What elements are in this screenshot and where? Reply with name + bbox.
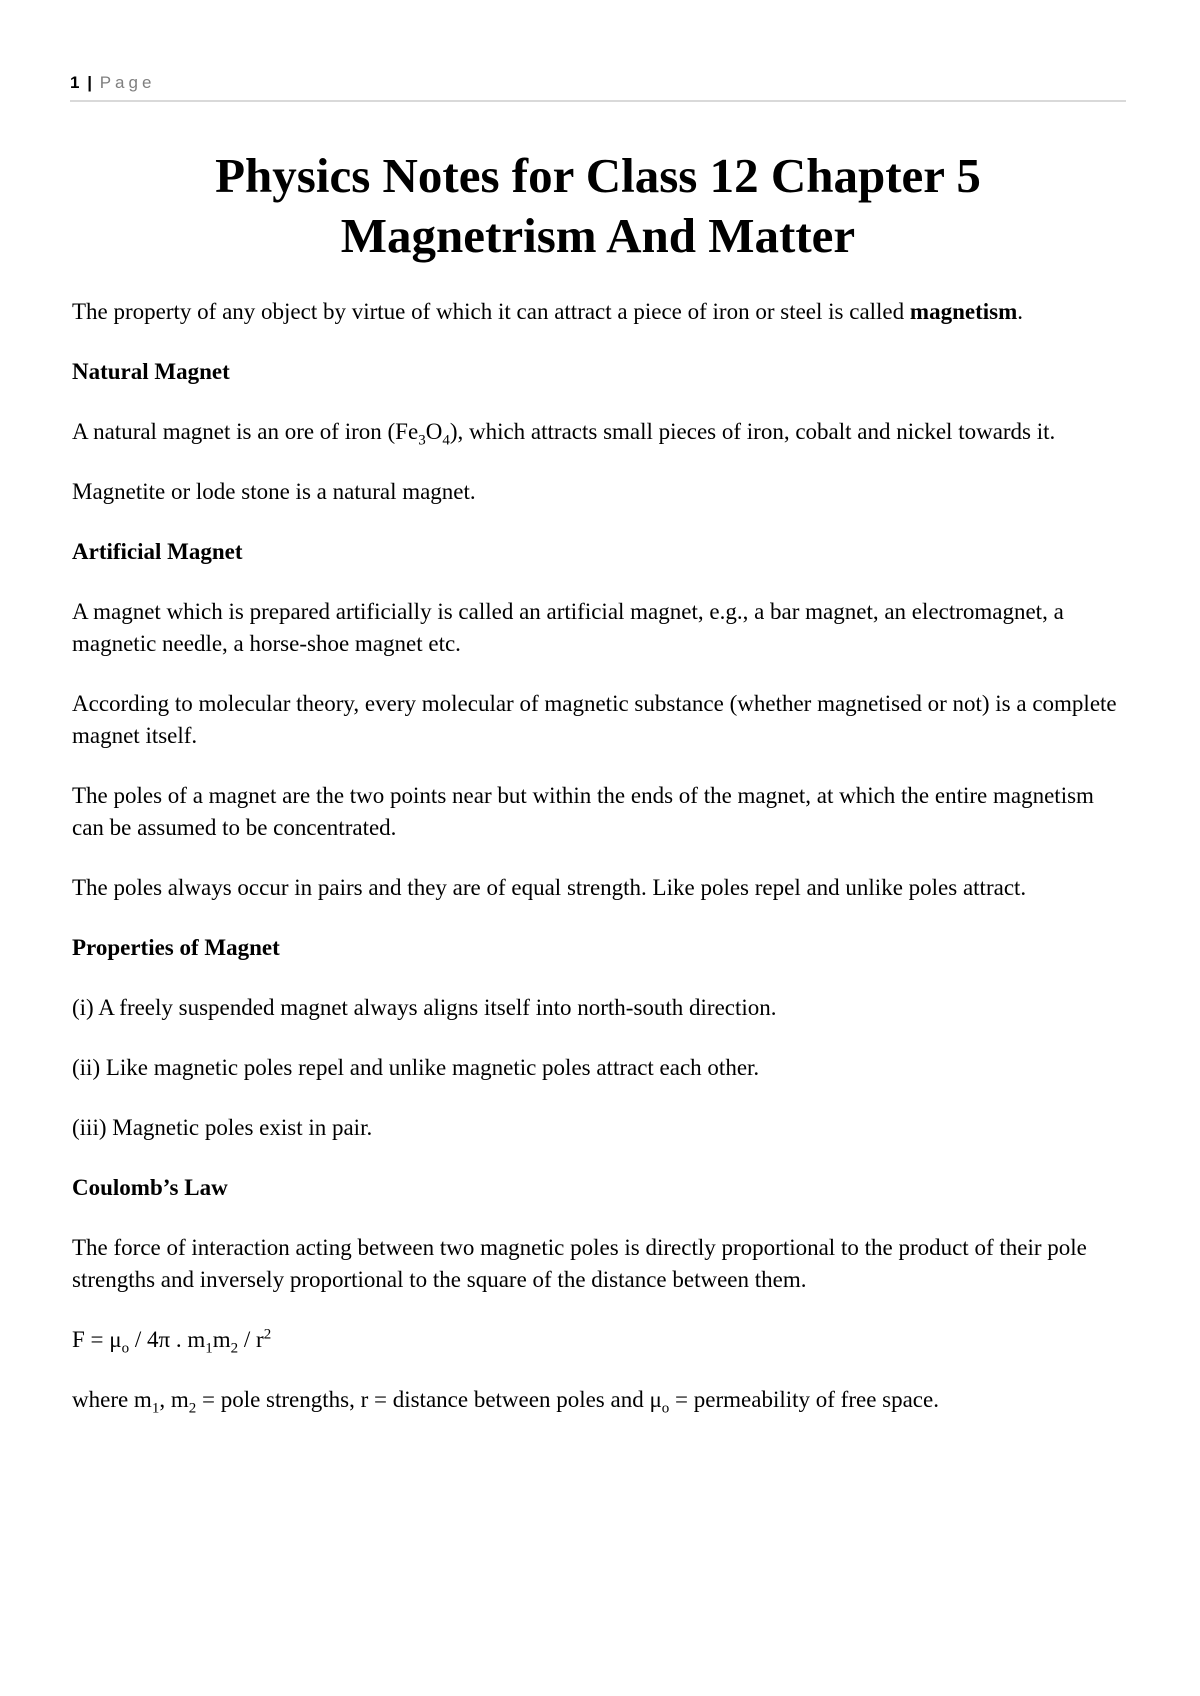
nm-text-end: ), which attracts small pieces of iron, cobalt and nickel towards it. <box>449 419 1056 444</box>
formula-sub-1: 1 <box>205 1340 213 1357</box>
formula-m2: m <box>212 1327 231 1352</box>
nm-text-o: O <box>425 419 443 444</box>
nm-text-start: A natural magnet is an ore of iron (Fe <box>72 419 419 444</box>
where-sub-1: 1 <box>151 1400 160 1417</box>
heading-natural-magnet: Natural Magnet <box>72 359 230 384</box>
coulomb-where-line <box>72 1384 1130 1416</box>
formula-slash-r: / r <box>238 1327 264 1352</box>
formula-f: F = μ <box>72 1327 122 1352</box>
nm-subscript-3: 3 <box>418 432 426 449</box>
title-line-1: Physics Notes for Class 12 Chapter 5 <box>215 148 981 203</box>
natural-magnet-paragraph-2: Magnetite or lode stone is a natural magnet. <box>72 479 476 504</box>
formula-sub-2: 2 <box>230 1340 239 1357</box>
where-1: where m <box>72 1387 152 1412</box>
intro-end: . <box>1017 299 1023 324</box>
artificial-magnet-paragraph-3: The poles of a magnet are the two points near but within the ends of the magnet, at which the entire magnetism can be assumed to be concentrated. <box>72 783 1094 840</box>
heading-properties: Properties of Magnet <box>72 935 280 960</box>
formula-sup-2: 2 <box>263 1326 272 1343</box>
coulomb-formula <box>72 1324 1130 1356</box>
document-body <box>72 296 1130 1444</box>
intro-bold-term: magnetism <box>909 299 1018 324</box>
page-header <box>70 72 1126 102</box>
artificial-magnet-paragraph-1: A magnet which is prepared artificially is called an artificial magnet, e.g., a bar magnet, an electromagnet, a magnetic needle, a horse-shoe magnet etc. <box>72 599 1064 656</box>
where-4: = permeability of free space. <box>669 1387 939 1412</box>
intro-text: The property of any object by virtue of which it can attract a piece of iron or steel is called <box>72 299 910 324</box>
where-sub-2: 2 <box>188 1400 197 1417</box>
heading-artificial-magnet: Artificial Magnet <box>72 539 243 564</box>
property-item: (i) A freely suspended magnet always aligns itself into north-south direction. <box>72 995 777 1020</box>
title-line-2: Magnetrism And Matter <box>340 208 856 263</box>
where-sub-o: o <box>661 1400 670 1417</box>
property-item: (iii) Magnetic poles exist in pair. <box>72 1115 373 1140</box>
artificial-magnet-paragraph-4: The poles always occur in pairs and they are of equal strength. Like poles repel and unlike poles attract. <box>72 875 1027 900</box>
nm-subscript-4: 4 <box>442 432 450 449</box>
natural-magnet-paragraph-1 <box>72 416 1130 448</box>
intro-paragraph <box>72 296 1130 328</box>
heading-coulombs-law: Coulomb’s Law <box>72 1175 228 1200</box>
where-2: , m <box>159 1387 189 1412</box>
artificial-magnet-paragraph-2: According to molecular theory, every molecular of magnetic substance (whether magnetised or not) is a complete magnet itself. <box>72 691 1117 748</box>
page-number: 1 <box>70 73 80 92</box>
document-title <box>70 146 1126 266</box>
formula-mid: / 4π . m <box>129 1327 206 1352</box>
property-item: (ii) Like magnetic poles repel and unlike magnetic poles attract each other. <box>72 1055 760 1080</box>
coulomb-paragraph: The force of interaction acting between two magnetic poles is directly proportional to the product of their pole strengths and inversely proportional to the square of the distance between them. <box>72 1235 1087 1292</box>
header-separator: | <box>87 73 92 92</box>
formula-sub-o: o <box>121 1340 130 1357</box>
page-label: Page <box>99 73 156 92</box>
where-3: = pole strengths, r = distance between poles and μ <box>196 1387 662 1412</box>
